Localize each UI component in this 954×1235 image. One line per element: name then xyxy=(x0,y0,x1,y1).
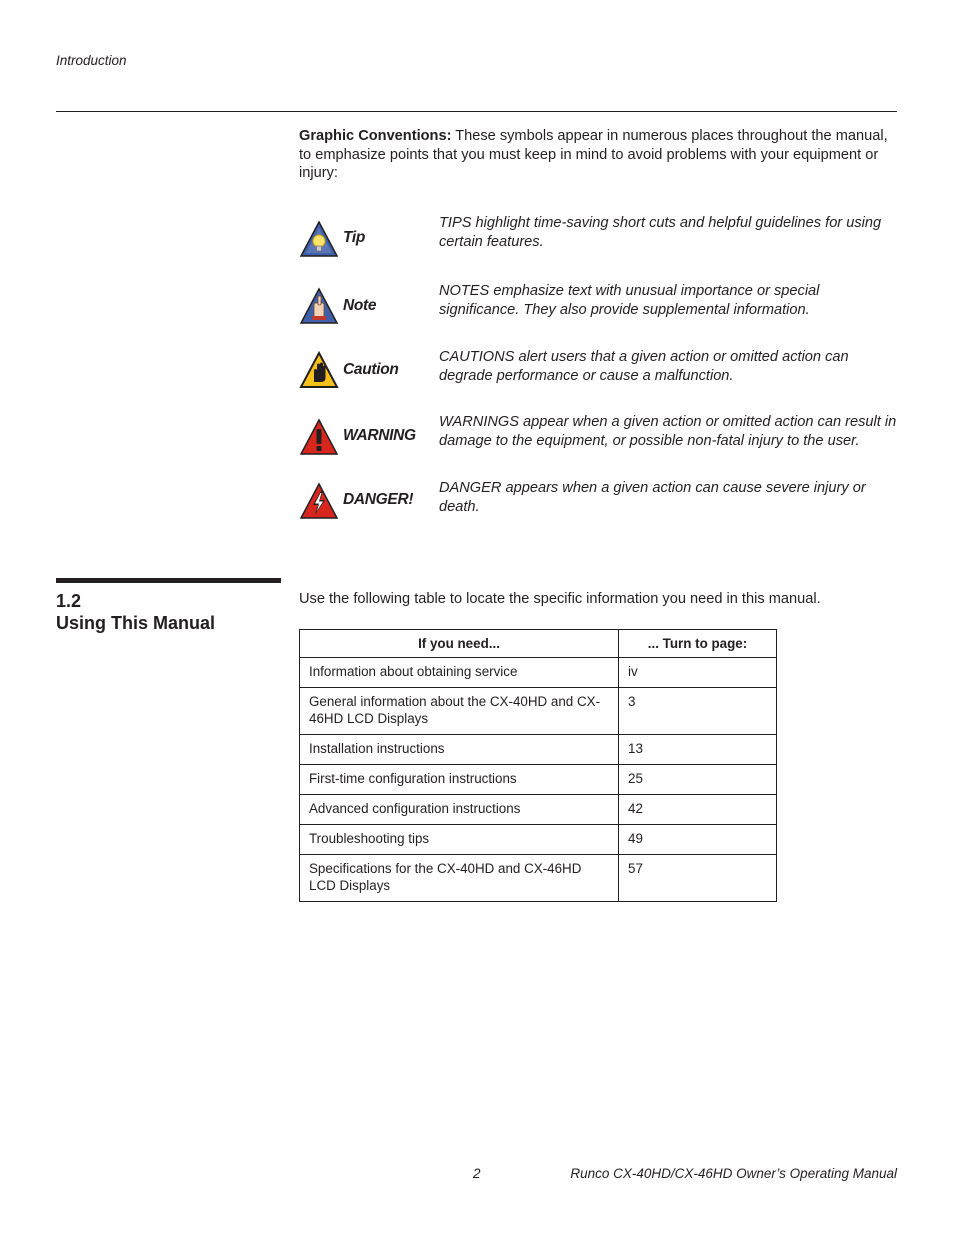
table-cell-topic: Information about obtaining service xyxy=(300,658,619,688)
table-row xyxy=(300,855,777,902)
section-number: 1.2 xyxy=(56,591,82,611)
footer-manual-title: Runco CX-40HD/CX-46HD Owner’s Operating Manual xyxy=(570,1166,897,1181)
warning-description: WARNINGS appear when a given action or omitted action can result in damage to the equipment, or possible non-fatal injury to the user. xyxy=(439,414,897,449)
table-row xyxy=(300,688,777,735)
table-cell-page: 13 xyxy=(619,735,777,765)
table-cell-page: iv xyxy=(619,658,777,688)
danger-label: DANGER! xyxy=(343,491,414,508)
danger-lightning-icon xyxy=(299,482,339,522)
table-cell-topic: General information about the CX-40HD and CX-46HD LCD Displays xyxy=(300,688,619,735)
warning-label: WARNING xyxy=(343,427,416,444)
graphic-conventions-intro xyxy=(299,127,897,183)
note-hand-icon xyxy=(299,287,339,327)
convention-note xyxy=(299,283,899,327)
table-cell-topic: Advanced configuration instructions xyxy=(300,795,619,825)
table-cell-page: 42 xyxy=(619,795,777,825)
convention-danger xyxy=(299,482,899,522)
table-row xyxy=(300,765,777,795)
section-rule xyxy=(56,578,281,583)
intro-lead: Graphic Conventions: xyxy=(299,128,452,144)
column-header-page: ... Turn to page: xyxy=(619,630,777,658)
table-row xyxy=(300,825,777,855)
table-header-row xyxy=(300,630,777,658)
table-cell-page: 3 xyxy=(619,688,777,735)
table-row xyxy=(300,658,777,688)
warning-exclamation-icon xyxy=(299,418,339,458)
table-cell-topic: Troubleshooting tips xyxy=(300,825,619,855)
table-cell-topic: Installation instructions xyxy=(300,735,619,765)
table-row xyxy=(300,735,777,765)
convention-tip xyxy=(299,215,899,260)
table-cell-page: 49 xyxy=(619,825,777,855)
caution-label: Caution xyxy=(343,361,399,378)
convention-caution xyxy=(299,351,899,391)
header-rule xyxy=(56,111,897,112)
tip-label: Tip xyxy=(343,229,366,246)
tip-lightbulb-icon xyxy=(299,220,339,260)
table-cell-topic: First-time configuration instructions xyxy=(300,765,619,795)
running-header: Introduction xyxy=(56,53,127,68)
table-intro: Use the following table to locate the specific information you need in this manual. xyxy=(299,591,821,607)
danger-description: DANGER appears when a given action can cause severe injury or death. xyxy=(439,480,866,515)
page-number: 2 xyxy=(473,1166,481,1181)
note-label: Note xyxy=(343,297,377,314)
convention-warning xyxy=(299,414,899,458)
caution-description: CAUTIONS alert users that a given action or omitted action can degrade performance or cause a malfunction. xyxy=(439,349,849,384)
table-cell-page: 25 xyxy=(619,765,777,795)
manual-reference-table xyxy=(299,629,777,902)
column-header-need: If you need... xyxy=(300,630,619,658)
table-cell-page: 57 xyxy=(619,855,777,902)
tip-description: TIPS highlight time-saving short cuts and helpful guidelines for using certain features. xyxy=(439,215,882,250)
table-row xyxy=(300,795,777,825)
caution-hand-icon xyxy=(299,351,339,391)
intro-text: These symbols appear in numerous places throughout the manual, to emphasize points that you must keep in mind to avoid problems with your equipment or injury: xyxy=(299,128,888,181)
table-cell-topic: Specifications for the CX-40HD and CX-46HD LCD Displays xyxy=(300,855,619,902)
section-title: Using This Manual xyxy=(56,613,216,633)
note-description: NOTES emphasize text with unusual importance or special significance. They also provide supplemental information. xyxy=(439,283,820,318)
